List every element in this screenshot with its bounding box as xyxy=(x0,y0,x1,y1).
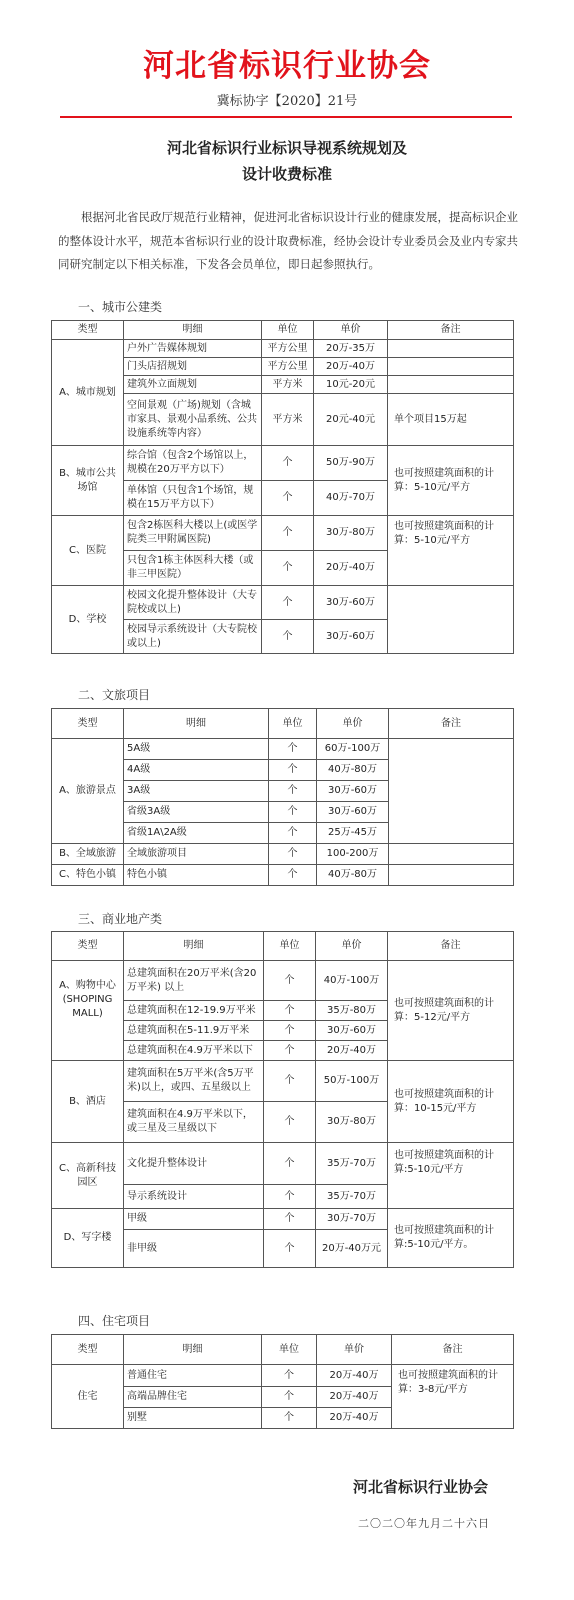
row-unit: 个 xyxy=(269,802,317,823)
row-detail: 特色小镇 xyxy=(124,865,269,886)
table-row xyxy=(52,340,514,358)
row-detail: 总建筑面积在4.9万平米以下 xyxy=(124,1041,264,1061)
table-row xyxy=(52,1061,514,1102)
row-detail: 总建筑面积在12-19.9万平米 xyxy=(124,1001,264,1021)
row-unit: 个 xyxy=(269,823,317,844)
row-price: 35万-70万 xyxy=(316,1143,388,1185)
row-price: 30万-60万 xyxy=(314,620,388,654)
table-row xyxy=(52,1143,514,1185)
col-header-type: 类型 xyxy=(52,709,124,739)
row-type: A、购物中心(SHOPING MALL) xyxy=(52,961,124,1061)
row-price: 20万-40万 xyxy=(317,1387,392,1408)
row-unit: 个 xyxy=(262,516,314,551)
table-row xyxy=(52,446,514,481)
row-unit: 个 xyxy=(262,1387,317,1408)
row-price: 100-200万 xyxy=(317,844,389,865)
signature-org: 河北省标识行业协会 xyxy=(352,1478,488,1496)
fee-table-1 xyxy=(51,320,514,654)
row-detail: 4A级 xyxy=(124,760,269,781)
row-price: 40万-80万 xyxy=(317,865,389,886)
row-detail: 高端品牌住宅 xyxy=(124,1387,262,1408)
row-type: B、城市公共场馆 xyxy=(52,446,124,516)
row-detail: 非甲级 xyxy=(124,1230,264,1268)
row-unit: 个 xyxy=(262,551,314,586)
col-header-price: 单价 xyxy=(316,932,388,961)
row-unit: 个 xyxy=(269,865,317,886)
table-row xyxy=(52,516,514,551)
col-header-note: 备注 xyxy=(388,932,514,961)
row-price: 50万-90万 xyxy=(314,446,388,481)
col-header-note: 备注 xyxy=(392,1335,514,1365)
row-price: 30万-60万 xyxy=(317,802,389,823)
row-price: 40万-100万 xyxy=(316,961,388,1001)
row-detail: 户外广告媒体规划 xyxy=(124,340,262,358)
row-detail: 导示系统设计 xyxy=(124,1185,264,1209)
table-row xyxy=(52,739,514,760)
row-unit: 平方公里 xyxy=(262,340,314,358)
row-unit: 个 xyxy=(264,1230,316,1268)
row-type: C、高新科技园区 xyxy=(52,1143,124,1209)
row-unit: 个 xyxy=(264,1185,316,1209)
row-note: 也可按照建筑面积的计算:5-10元/平方。 xyxy=(388,1209,514,1268)
row-detail: 别墅 xyxy=(124,1408,262,1429)
row-unit: 个 xyxy=(269,760,317,781)
row-detail: 综合馆（包含2个场馆以上，规模在20万平方以下） xyxy=(124,446,262,481)
table-header-row xyxy=(52,932,514,961)
col-header-price: 单价 xyxy=(317,1335,392,1365)
row-type: A、城市规划 xyxy=(52,340,124,446)
row-detail: 总建筑面积在20万平米(含20万平米) 以上 xyxy=(124,961,264,1001)
row-unit: 个 xyxy=(262,1365,317,1387)
row-detail: 建筑面积在5万平米(含5万平米)以上，或四、五星级以上 xyxy=(124,1061,264,1102)
row-detail: 包含2栋医科大楼以上(或医学院类三甲附属医院) xyxy=(124,516,262,551)
row-type: B、全域旅游 xyxy=(52,844,124,865)
row-detail: 省级1A\2A级 xyxy=(124,823,269,844)
row-unit: 个 xyxy=(264,1143,316,1185)
row-note: 也可按照建筑面积的计算:5-10元/平方 xyxy=(388,1143,514,1209)
row-price: 20万-40万 xyxy=(317,1365,392,1387)
row-type: 住宅 xyxy=(52,1365,124,1429)
row-note: 单个项目15万起 xyxy=(388,394,514,446)
row-price: 20万-40万元 xyxy=(316,1230,388,1268)
row-detail: 建筑面积在4.9万平米以下，或三星及三星级以下 xyxy=(124,1102,264,1143)
col-header-detail: 明细 xyxy=(124,321,262,340)
row-unit: 个 xyxy=(264,1061,316,1102)
row-price: 20万-40万 xyxy=(314,358,388,376)
row-unit: 个 xyxy=(264,1209,316,1230)
col-header-unit: 单位 xyxy=(262,1335,317,1365)
row-detail: 门头店招规划 xyxy=(124,358,262,376)
intro-paragraph: 根据河北省民政厅规范行业精神，促进河北省标识设计行业的健康发展，提高标识企业的整体设计水平，规范本省标识行业的设计取费标准，经协会设计专业委员会及业内专家共同研究制定以下相关标准，下发各会员单位，即日起参照执行。 xyxy=(58,210,518,271)
col-header-detail: 明细 xyxy=(124,1335,262,1365)
row-note xyxy=(388,358,514,376)
org-title: 河北省标识行业协会 xyxy=(143,48,431,84)
col-header-note: 备注 xyxy=(388,321,514,340)
fee-table-4 xyxy=(51,1334,514,1429)
document-number: 冀标协字【2020】21号 xyxy=(216,94,358,109)
row-unit: 个 xyxy=(264,1102,316,1143)
table-row xyxy=(52,844,514,865)
row-price: 30万-80万 xyxy=(314,516,388,551)
row-price: 20万-40万 xyxy=(317,1408,392,1429)
row-price: 20万-35万 xyxy=(314,340,388,358)
row-unit: 个 xyxy=(262,481,314,516)
document-title-line-1: 河北省标识行业标识导视系统规划及 xyxy=(166,139,407,157)
row-price: 20元-40元 xyxy=(314,394,388,446)
col-header-detail: 明细 xyxy=(124,709,269,739)
row-unit: 平方米 xyxy=(262,376,314,394)
row-type: D、写字楼 xyxy=(52,1209,124,1268)
table-header-row xyxy=(52,709,514,739)
row-price: 20万-40万 xyxy=(314,551,388,586)
row-price: 35万-70万 xyxy=(316,1185,388,1209)
row-note xyxy=(389,865,514,886)
row-unit: 个 xyxy=(262,1408,317,1429)
col-header-price: 单价 xyxy=(317,709,389,739)
row-unit: 平方米 xyxy=(262,394,314,446)
row-type: C、医院 xyxy=(52,516,124,586)
col-header-type: 类型 xyxy=(52,321,124,340)
signature-date: 二〇二〇年九月二十六日 xyxy=(358,1517,490,1530)
row-note: 也可按照建筑面积的计算：5-10元/平方 xyxy=(388,516,514,586)
row-detail: 总建筑面积在5-11.9万平米 xyxy=(124,1021,264,1041)
row-note xyxy=(389,844,514,865)
table-header-row xyxy=(52,321,514,340)
row-unit: 个 xyxy=(269,781,317,802)
fee-table-2 xyxy=(51,708,514,886)
row-unit: 个 xyxy=(264,1041,316,1061)
row-price: 40万-80万 xyxy=(317,760,389,781)
row-note xyxy=(388,586,514,654)
row-unit: 个 xyxy=(264,961,316,1001)
row-unit: 个 xyxy=(269,844,317,865)
row-detail: 只包含1栋主体医科大楼（或非三甲医院） xyxy=(124,551,262,586)
row-unit: 个 xyxy=(262,586,314,620)
row-type: A、旅游景点 xyxy=(52,739,124,844)
row-price: 30万-60万 xyxy=(316,1021,388,1041)
section-heading-1: 一、城市公建类 xyxy=(78,300,163,314)
col-header-unit: 单位 xyxy=(264,932,316,961)
fee-table-3 xyxy=(51,931,514,1268)
row-detail: 全域旅游项目 xyxy=(124,844,269,865)
row-detail: 单体馆（只包含1个场馆，规模在15万平方以下） xyxy=(124,481,262,516)
row-detail: 文化提升整体设计 xyxy=(124,1143,264,1185)
col-header-price: 单价 xyxy=(314,321,388,340)
row-detail: 3A级 xyxy=(124,781,269,802)
row-detail: 校园导示系统设计（大专院校或以上) xyxy=(124,620,262,654)
row-type: C、特色小镇 xyxy=(52,865,124,886)
row-detail: 省级3A级 xyxy=(124,802,269,823)
row-detail: 普通住宅 xyxy=(124,1365,262,1387)
row-note: 也可按照建筑面积的计算：5-12元/平方 xyxy=(388,961,514,1061)
row-note: 也可按照建筑面积的计算：3-8元/平方 xyxy=(392,1365,514,1429)
row-note xyxy=(388,340,514,358)
row-detail: 校园文化提升整体设计（大专院校或以上) xyxy=(124,586,262,620)
table-row xyxy=(52,961,514,1001)
table-row xyxy=(52,1209,514,1230)
row-unit: 个 xyxy=(264,1021,316,1041)
table-header-row xyxy=(52,1335,514,1365)
col-header-type: 类型 xyxy=(52,932,124,961)
row-price: 30万-60万 xyxy=(317,781,389,802)
header-divider xyxy=(60,116,512,118)
col-header-detail: 明细 xyxy=(124,932,264,961)
table-row xyxy=(52,586,514,620)
row-unit: 平方公里 xyxy=(262,358,314,376)
row-detail: 5A级 xyxy=(124,739,269,760)
row-note xyxy=(388,376,514,394)
document-title-line-2: 设计收费标准 xyxy=(241,165,332,183)
col-header-note: 备注 xyxy=(389,709,514,739)
table-row xyxy=(52,865,514,886)
row-price: 30万-70万 xyxy=(316,1209,388,1230)
row-price: 20万-40万 xyxy=(316,1041,388,1061)
row-price: 40万-70万 xyxy=(314,481,388,516)
row-price: 30万-80万 xyxy=(316,1102,388,1143)
row-type: D、学校 xyxy=(52,586,124,654)
row-price: 35万-80万 xyxy=(316,1001,388,1021)
col-header-type: 类型 xyxy=(52,1335,124,1365)
section-heading-3: 三、商业地产类 xyxy=(78,912,163,926)
row-unit: 个 xyxy=(264,1001,316,1021)
row-price: 10元-20元 xyxy=(314,376,388,394)
section-heading-2: 二、文旅项目 xyxy=(78,688,151,702)
row-detail: 建筑外立面规划 xyxy=(124,376,262,394)
row-price: 50万-100万 xyxy=(316,1061,388,1102)
table-row xyxy=(52,1365,514,1387)
col-header-unit: 单位 xyxy=(269,709,317,739)
row-note xyxy=(389,739,514,844)
row-price: 25万-45万 xyxy=(317,823,389,844)
row-detail: 甲级 xyxy=(124,1209,264,1230)
section-heading-4: 四、住宅项目 xyxy=(78,1314,151,1328)
row-type: B、酒店 xyxy=(52,1061,124,1143)
row-unit: 个 xyxy=(262,620,314,654)
row-detail: 空间景观（广场)规划（含城市家具、景观小品系统、公共设施系统等内容） xyxy=(124,394,262,446)
row-unit: 个 xyxy=(262,446,314,481)
row-price: 30万-60万 xyxy=(314,586,388,620)
row-note: 也可按照建筑面积的计算：10-15元/平方 xyxy=(388,1061,514,1143)
col-header-unit: 单位 xyxy=(262,321,314,340)
row-note: 也可按照建筑面积的计算：5-10元/平方 xyxy=(388,446,514,516)
row-price: 60万-100万 xyxy=(317,739,389,760)
row-unit: 个 xyxy=(269,739,317,760)
